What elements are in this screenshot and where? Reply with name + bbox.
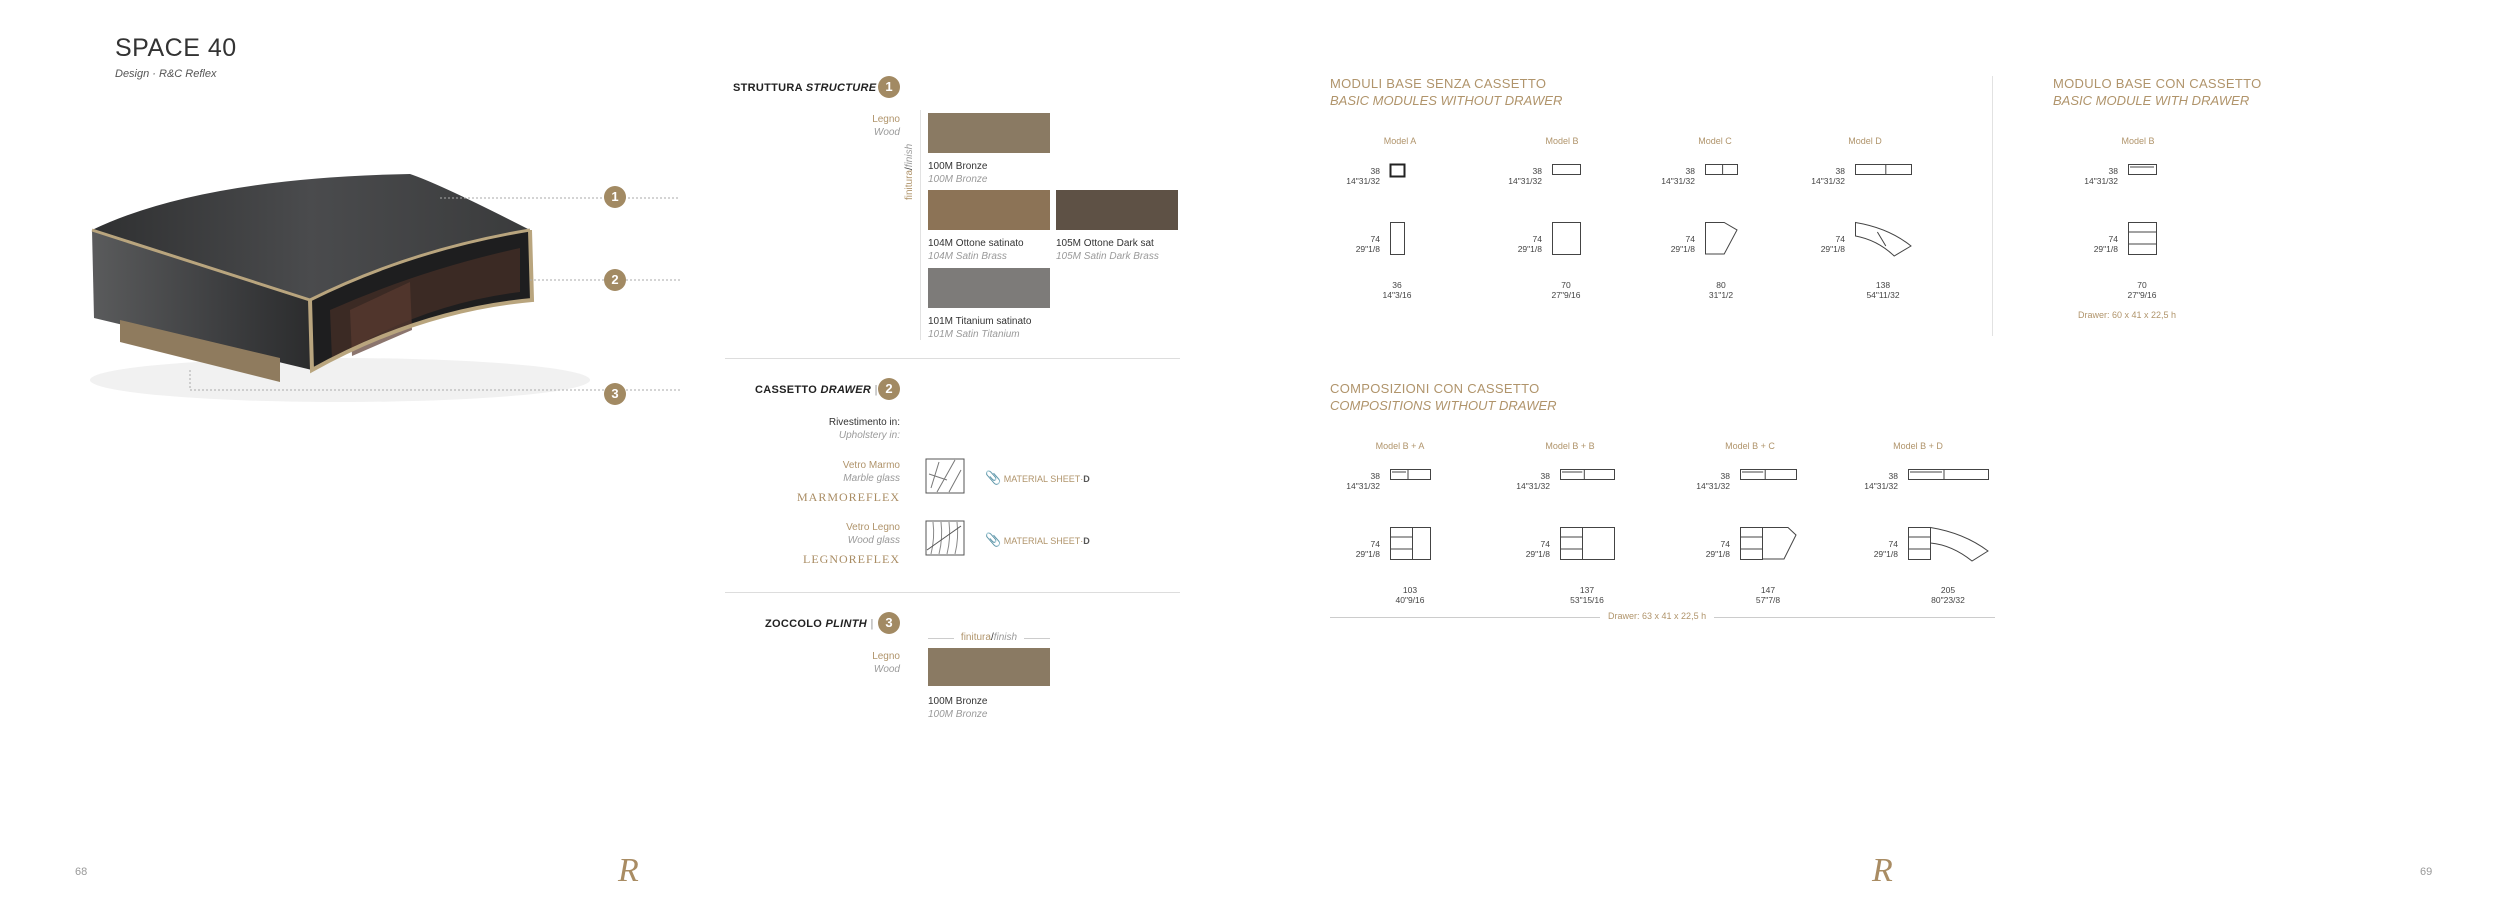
product-image xyxy=(80,170,640,410)
depth-dim: 74 xyxy=(1720,539,1730,549)
depth-dim: 74 xyxy=(1685,234,1695,244)
callout-1: 1 xyxy=(604,186,626,208)
page-number-right: 69 xyxy=(2420,866,2433,878)
wood-glass-icon xyxy=(925,520,965,556)
page-number-left: 68 xyxy=(75,866,88,878)
depth-dim: 74 xyxy=(1835,234,1845,244)
marble-glass-icon xyxy=(925,458,965,494)
plinth-material-en: Wood xyxy=(873,664,900,675)
model-name: Model B + B xyxy=(1545,441,1595,451)
height-dim-front: 38 xyxy=(1720,471,1730,481)
paperclip-icon: 📎 xyxy=(985,532,1002,547)
structure-number-badge: 1 xyxy=(878,76,900,98)
width-dim: 80 xyxy=(1716,280,1726,290)
marmoreflex-logo: MARMOREFLEX xyxy=(796,490,900,504)
model-name: Model B + C xyxy=(1725,441,1775,451)
callout-3: 3 xyxy=(604,383,626,405)
width-dim-inch: 14"3/16 xyxy=(1382,290,1412,300)
height-dim-front-inch: 14"31/32 xyxy=(2084,176,2118,186)
depth-dim: 74 xyxy=(1370,234,1380,244)
swatch-101m-satin-titanium[interactable] xyxy=(928,268,1050,308)
plan-view-drawing xyxy=(1705,222,1741,267)
brand-logo-right: R xyxy=(1872,852,1893,889)
material-sheet-link[interactable]: 📎 MATERIAL SHEET·D xyxy=(985,470,1090,485)
module-with-drawer-title: MODULO BASE CON CASSETTO xyxy=(2053,76,2262,91)
swatch-caption-en: 100M Bronze xyxy=(928,709,988,720)
width-dim-inch: 31"1/2 xyxy=(1708,290,1734,300)
material-sheet-link[interactable]: 📎 MATERIAL SHEET·D xyxy=(985,532,1090,547)
swatch-caption: 105M Ottone Dark sat xyxy=(1056,238,1154,249)
depth-dim-inch: 29"1/8 xyxy=(2093,244,2118,254)
width-dim-inch: 80"23/32 xyxy=(1931,595,1965,605)
plinth-finish-label: finitura/finish xyxy=(960,632,1018,643)
structure-finish-label: finitura/finish xyxy=(904,143,915,200)
width-dim-inch: 27"9/16 xyxy=(2127,290,2157,300)
compositions-title: COMPOSIZIONI CON CASSETTO xyxy=(1330,381,1540,396)
height-dim-front-inch: 14"31/32 xyxy=(1516,481,1550,491)
depth-dim: 74 xyxy=(2108,234,2118,244)
swatch-caption: 100M Bronze xyxy=(928,161,988,172)
height-dim-front-inch: 14"31/32 xyxy=(1508,176,1542,186)
depth-dim: 74 xyxy=(1370,539,1380,549)
depth-dim-inch: 29"1/8 xyxy=(1820,244,1845,254)
structure-material-en: Wood xyxy=(873,127,900,138)
width-dim: 137 xyxy=(1579,585,1595,595)
glass-option-label: Vetro Marmo xyxy=(842,460,900,471)
front-elevation-drawing xyxy=(1705,164,1741,183)
height-dim-front-inch: 14"31/32 xyxy=(1661,176,1695,186)
height-dim-front-inch: 14"31/32 xyxy=(1696,481,1730,491)
front-elevation-drawing xyxy=(1740,469,1800,488)
module-with-drawer-title-en: BASIC MODULE WITH DRAWER xyxy=(2053,93,2250,108)
depth-dim-inch: 29"1/8 xyxy=(1873,549,1898,559)
drawer-number-badge: 2 xyxy=(878,378,900,400)
swatch-100m-bronze[interactable] xyxy=(928,113,1050,153)
depth-dim-inch: 29"1/8 xyxy=(1525,549,1550,559)
depth-dim: 74 xyxy=(1888,539,1898,549)
width-dim: 103 xyxy=(1402,585,1418,595)
width-dim: 36 xyxy=(1392,280,1402,290)
front-elevation-drawing xyxy=(1552,164,1584,183)
model-name: Model B + D xyxy=(1893,441,1943,451)
height-dim-front: 38 xyxy=(1835,166,1845,176)
depth-dim-inch: 29"1/8 xyxy=(1355,549,1380,559)
width-dim: 147 xyxy=(1760,585,1776,595)
compositions-drawer-dims: Drawer: 63 x 41 x 22,5 h xyxy=(1600,611,1714,621)
front-elevation-drawing xyxy=(1560,469,1618,488)
swatch-caption: 100M Bronze xyxy=(928,696,988,707)
width-dim-inch: 54"11/32 xyxy=(1866,290,1900,300)
depth-dim-inch: 29"1/8 xyxy=(1517,244,1542,254)
structure-heading: STRUTTURA STRUCTURE xyxy=(733,82,877,94)
plinth-number-badge: 3 xyxy=(878,612,900,634)
plan-view-drawing xyxy=(1855,222,1915,267)
width-dim-inch: 40"9/16 xyxy=(1395,595,1425,605)
front-elevation-drawing xyxy=(1390,164,1408,183)
width-dim: 70 xyxy=(2137,280,2147,290)
front-elevation-drawing xyxy=(1390,469,1434,488)
height-dim-front-inch: 14"31/32 xyxy=(1811,176,1845,186)
model-name: Model B xyxy=(1545,136,1579,146)
swatch-caption-en: 100M Bronze xyxy=(928,174,988,185)
height-dim-front: 38 xyxy=(1370,166,1380,176)
model-name: Model B xyxy=(2121,136,2155,146)
width-dim: 138 xyxy=(1875,280,1891,290)
model-name: Model C xyxy=(1698,136,1732,146)
height-dim-front: 38 xyxy=(1685,166,1695,176)
upholstery-label-en: Upholstery in: xyxy=(838,430,900,441)
page-subtitle: Design · R&C Reflex xyxy=(115,68,217,80)
width-dim: 70 xyxy=(1561,280,1571,290)
glass-option-label: Vetro Legno xyxy=(846,522,900,533)
model-name: Model B + A xyxy=(1375,441,1425,451)
drawer-dimensions: Drawer: 60 x 41 x 22,5 h xyxy=(2078,310,2177,320)
swatch-plinth-bronze[interactable] xyxy=(928,648,1050,686)
depth-dim: 74 xyxy=(1532,234,1542,244)
swatch-caption-en: 101M Satin Titanium xyxy=(928,329,1020,340)
height-dim-front: 38 xyxy=(2108,166,2118,176)
swatch-caption: 101M Titanium satinato xyxy=(928,316,1032,327)
legnoreflex-logo: LEGNOREFLEX xyxy=(803,552,900,566)
swatch-caption-en: 104M Satin Brass xyxy=(928,251,1007,262)
height-dim-front: 38 xyxy=(1370,471,1380,481)
paperclip-icon: 📎 xyxy=(985,470,1002,485)
brand-logo-left: R xyxy=(618,852,639,889)
plan-view-drawing xyxy=(1390,527,1434,572)
structure-material: Legno xyxy=(872,114,900,125)
height-dim-front-inch: 14"31/32 xyxy=(1864,481,1898,491)
plan-view-drawing xyxy=(2128,222,2160,267)
basic-modules-title-en: BASIC MODULES WITHOUT DRAWER xyxy=(1330,93,1563,108)
height-dim-front: 38 xyxy=(1532,166,1542,176)
plan-view-drawing xyxy=(1560,527,1618,572)
width-dim-inch: 53"15/16 xyxy=(1570,595,1604,605)
front-elevation-drawing xyxy=(1855,164,1915,183)
drawer-heading: CASSETTO DRAWER | xyxy=(755,384,878,396)
width-dim-inch: 57"7/8 xyxy=(1755,595,1781,605)
depth-dim-inch: 29"1/8 xyxy=(1670,244,1695,254)
upholstery-label: Rivestimento in: xyxy=(828,417,900,428)
swatch-caption: 104M Ottone satinato xyxy=(928,238,1024,249)
width-dim: 205 xyxy=(1940,585,1956,595)
front-elevation-drawing xyxy=(1908,469,1992,488)
depth-dim-inch: 29"1/8 xyxy=(1355,244,1380,254)
swatch-caption-en: 105M Satin Dark Brass xyxy=(1056,251,1159,262)
height-dim-front: 38 xyxy=(1888,471,1898,481)
plan-view-drawing xyxy=(1908,527,1992,572)
plan-view-drawing xyxy=(1390,222,1408,267)
model-name: Model A xyxy=(1383,136,1417,146)
swatch-104m-satin-brass[interactable] xyxy=(928,190,1050,230)
glass-option-label-en: Wood glass xyxy=(847,535,900,546)
height-dim-front: 38 xyxy=(1540,471,1550,481)
callout-2: 2 xyxy=(604,269,626,291)
height-dim-front-inch: 14"31/32 xyxy=(1346,481,1380,491)
glass-option-label-en: Marble glass xyxy=(843,473,900,484)
depth-dim: 74 xyxy=(1540,539,1550,549)
width-dim-inch: 27"9/16 xyxy=(1551,290,1581,300)
front-elevation-drawing xyxy=(2128,164,2160,183)
plinth-material: Legno xyxy=(872,651,900,662)
compositions-title-en: COMPOSITIONS WITHOUT DRAWER xyxy=(1330,398,1557,413)
height-dim-front-inch: 14"31/32 xyxy=(1346,176,1380,186)
depth-dim-inch: 29"1/8 xyxy=(1705,549,1730,559)
swatch-105m-dark-brass[interactable] xyxy=(1056,190,1178,230)
basic-modules-title: MODULI BASE SENZA CASSETTO xyxy=(1330,76,1547,91)
page-title: SPACE 40 xyxy=(115,34,237,62)
plan-view-drawing xyxy=(1552,222,1584,267)
model-name: Model D xyxy=(1848,136,1882,146)
plan-view-drawing xyxy=(1740,527,1800,572)
plinth-heading: ZOCCOLO PLINTH | xyxy=(765,618,874,630)
